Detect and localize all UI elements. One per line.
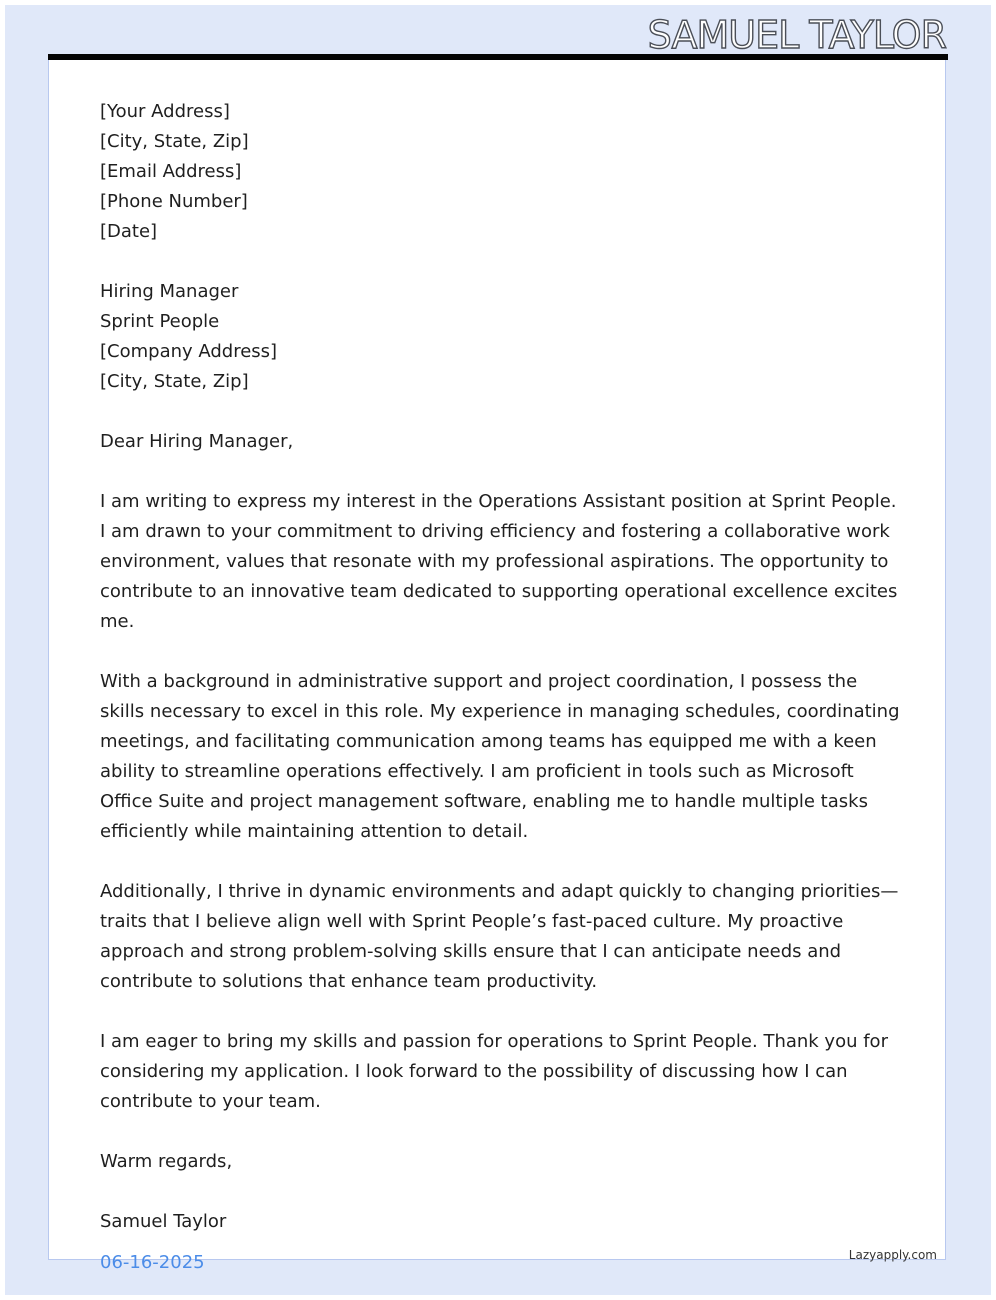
body-paragraph-3: Additionally, I thrive in dynamic environments and adapt quickly to changing priorities—traits that I believe align well with Sprint People’s fast-paced culture. My proactive approach and strong problem-solving skills ensure that I can anticipate needs and contribute to solutions that enhance team productivity.	[100, 881, 899, 992]
body-paragraph-1: I am writing to express my interest in the Operations Assistant position at Sprint People. I am drawn to your commitment to driving efficiency and fostering a collaborative work environment, values that resonate with my professional aspirations. The opportunity to contribute to an innovative team dedicated to supporting operational excellence excites me.	[100, 491, 898, 632]
recipient-company: Sprint People	[100, 311, 220, 332]
closing: Warm regards,	[100, 1151, 233, 1172]
body-paragraph-2: With a background in administrative support and project coordination, I possess the skills necessary to excel in this role. My experience in managing schedules, coordinating meetings, and facilitating communication among teams has equipped me with a keen ability to streamline operations effectively. I am proficient in tools such as Microsoft Office Suite and project management software, enabling me to handle multiple tasks efficiently while maintaining attention to detail.	[100, 671, 900, 842]
signature: Samuel Taylor	[100, 1211, 227, 1232]
sender-date: [Date]	[100, 221, 158, 242]
salutation: Dear Hiring Manager,	[100, 431, 294, 452]
recipient-block	[100, 277, 900, 397]
recipient-title: Hiring Manager	[100, 281, 239, 302]
footer-date: 06-16-2025	[100, 1252, 205, 1273]
footer-brand: Lazyapply.com	[848, 1248, 937, 1262]
sender-city-state-zip: [City, State, Zip]	[100, 131, 249, 152]
recipient-address: [Company Address]	[100, 341, 278, 362]
sender-block	[100, 97, 900, 247]
sender-email: [Email Address]	[100, 161, 242, 182]
body-paragraph-4: I am eager to bring my skills and passion for operations to Sprint People. Thank you for considering my application. I look forward to the possibility of discussing how I can contribute to your team.	[100, 1031, 888, 1112]
cover-letter-body	[100, 97, 900, 1267]
sender-address: [Your Address]	[100, 101, 230, 122]
recipient-city-state-zip: [City, State, Zip]	[100, 371, 249, 392]
header-name: SAMUEL TAYLOR	[647, 13, 946, 57]
sender-phone: [Phone Number]	[100, 191, 248, 212]
